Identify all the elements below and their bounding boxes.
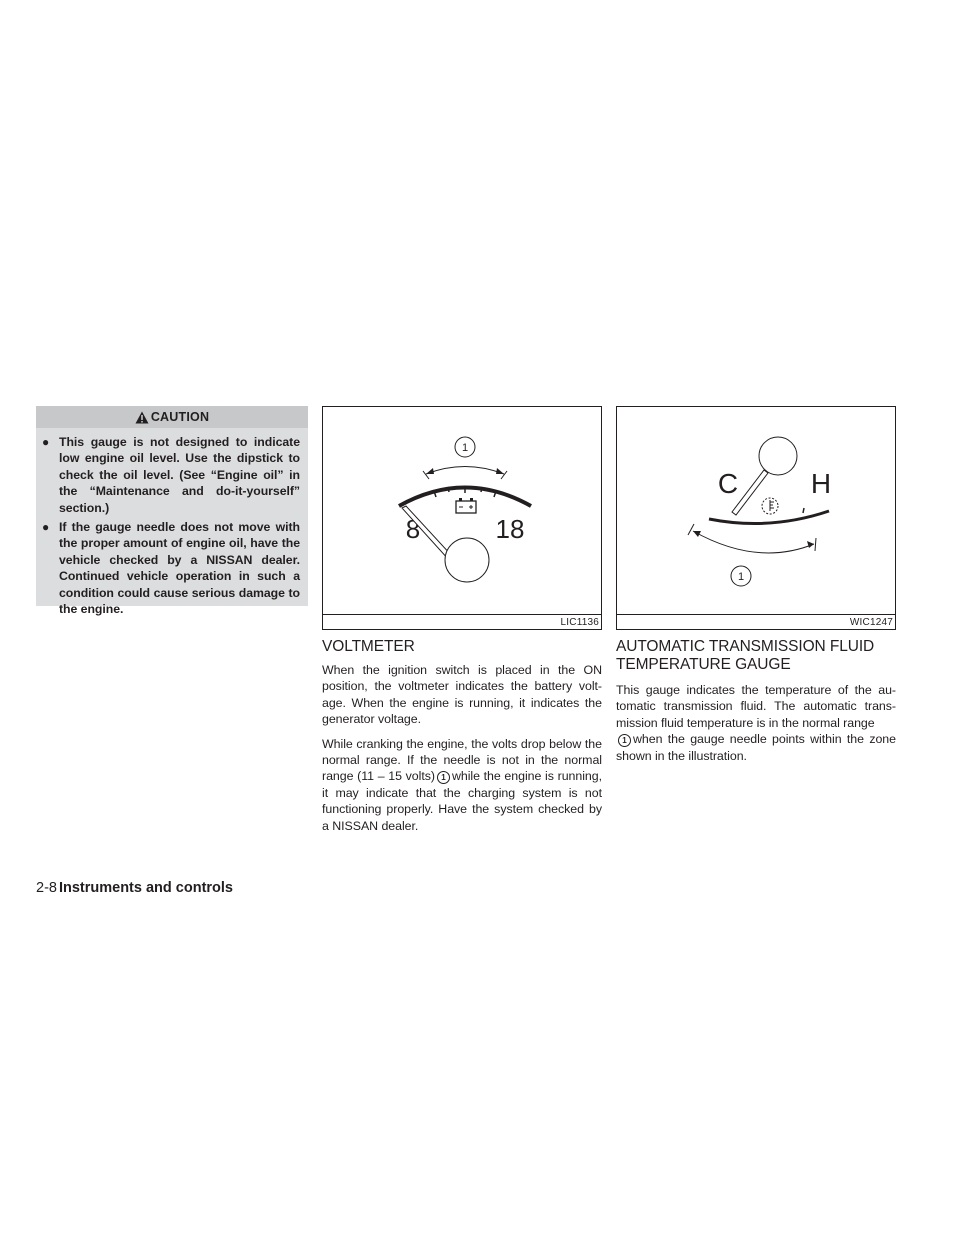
voltmeter-max-label: 18 bbox=[495, 514, 525, 544]
caution-title: CAUTION bbox=[150, 410, 210, 424]
atf-heading: AUTOMATIC TRANSMISSION FLUID TEMPERATURE GAUGE bbox=[616, 638, 875, 673]
caution-item: ● This gauge is not designed to indicate low engine oil level. Use the dipstick to check the oil level. (See “Engine oil” in the “Maintenance and do-it-yourself” section.) bbox=[42, 435, 300, 515]
callout-marker: 1 bbox=[437, 771, 450, 784]
voltmeter-paragraph: While cranking the engine, the volts drop below the normal range. If the needle is not in the normal range (11 – 15 volts) 1 while the engine is running, it may indicate that the charging system is not functioning properly. Have the system checked by a NISSAN dealer. bbox=[322, 736, 602, 833]
voltmeter-figure bbox=[322, 406, 602, 630]
callout-marker: 1 bbox=[618, 734, 631, 747]
figure-code: WIC1247 bbox=[849, 617, 893, 628]
voltmeter-heading: VOLTMETER bbox=[322, 638, 415, 655]
figure-code: LIC1136 bbox=[560, 617, 599, 628]
caution-item: ● If the gauge needle does not move with the proper amount of engine oil, have the vehicle checked by a NISSAN dealer. Continued vehicle operation in such a condition could cause serious damage to the engine. bbox=[42, 520, 300, 617]
atf-paragraph: This gauge indicates the temperature of the au-tomatic transmission fluid. The automatic trans-mission fluid temperature is in the normal range 1 when the gauge needle points within the zone shown in the illustration. bbox=[616, 683, 896, 763]
voltmeter-gauge-illustration bbox=[323, 407, 601, 615]
caution-list bbox=[36, 428, 308, 617]
atf-callout-label: 1 bbox=[737, 571, 745, 583]
page-footer bbox=[36, 879, 233, 897]
voltmeter-min-label: 8 bbox=[405, 514, 421, 544]
warning-triangle-icon bbox=[135, 411, 149, 424]
atf-gauge-figure bbox=[616, 406, 896, 630]
voltmeter-callout-label: 1 bbox=[461, 442, 469, 454]
cold-label: C bbox=[717, 468, 739, 499]
voltmeter-body bbox=[322, 662, 602, 842]
section-title: Instruments and controls bbox=[58, 880, 233, 896]
figure-caption-bar bbox=[323, 614, 601, 629]
voltmeter-paragraph: When the ignition switch is placed in the ON position, the voltmeter indicates the battery volt-age. When the engine is running, it indicates the generator voltage. bbox=[322, 663, 602, 727]
caution-header bbox=[36, 406, 308, 428]
caution-box bbox=[36, 406, 308, 617]
page-number: 2-8 bbox=[36, 880, 57, 896]
hot-label: H bbox=[810, 468, 832, 499]
atf-body bbox=[616, 682, 896, 772]
atf-gauge-illustration bbox=[617, 407, 895, 615]
